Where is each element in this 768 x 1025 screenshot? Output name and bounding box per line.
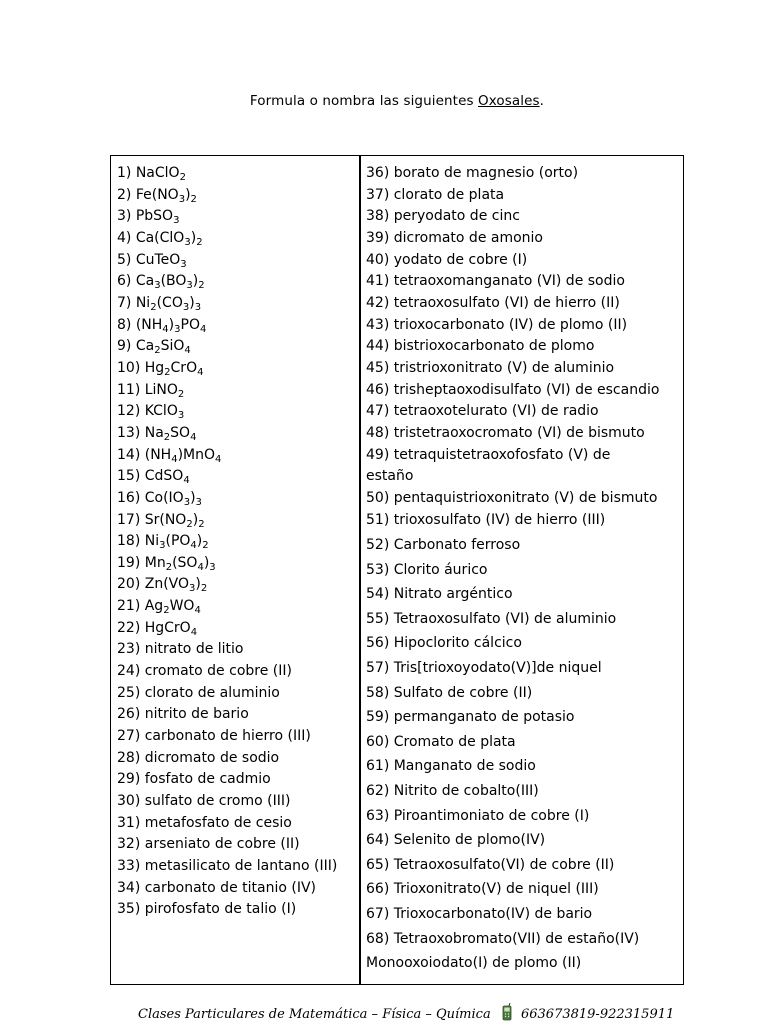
exercise-item [117, 185, 357, 207]
exercise-item: 50) pentaquistrioxonitrato (V) de bismuto [366, 489, 658, 506]
item-number: 3) [117, 208, 136, 225]
exercise-item: 60) Cromato de plata [366, 733, 516, 750]
item-number: 31) [117, 814, 145, 831]
formula-text: ) [196, 533, 203, 550]
formula-text: PO [180, 316, 200, 333]
formula-text: LiNO [144, 381, 178, 398]
exercise-item [117, 423, 357, 445]
formula-text: nitrato de litio [144, 641, 244, 658]
item-number: 16) [117, 489, 145, 506]
formula-text: (SO [172, 554, 198, 571]
item-number: 22) [117, 619, 145, 636]
formula-text: SO [170, 424, 191, 441]
formula-text: KClO [144, 403, 178, 420]
formula-text: WO [169, 598, 195, 615]
exercise-item: 46) trisheptaoxodisulfato (VI) de escandio [366, 381, 660, 398]
item-number: 12) [117, 403, 145, 420]
exercise-item: 66) Trioxonitrato(V) de niquel (III) [366, 881, 599, 898]
formula-text: CuTeO [135, 251, 181, 268]
exercise-item: 64) Selenito de plomo(IV) [366, 832, 546, 849]
exercise-item: 41) tetraoxomanganato (VI) de sodio [366, 273, 625, 290]
formula-text: ) [203, 554, 210, 571]
formula-text: carbonato de titanio (IV) [144, 879, 316, 896]
item-number: 20) [117, 576, 145, 593]
formula-text: Sr(NO [144, 511, 187, 528]
formula-text: )MnO [177, 446, 216, 463]
exercise-item: 51) trioxosulfato (IV) de hierro (III) [366, 511, 606, 528]
left-column [117, 163, 357, 921]
exercise-item [117, 358, 357, 380]
formula-subscript: 4 [183, 475, 190, 487]
exercise-item [117, 856, 357, 878]
exercise-item: 40) yodato de cobre (I) [366, 251, 528, 268]
formula-text: metafosfato de cesio [144, 814, 292, 831]
exercise-item: 43) trioxocarbonato (IV) de plomo (II) [366, 316, 628, 333]
exercise-item [117, 769, 357, 791]
item-number: 24) [117, 663, 145, 680]
formula-subscript: 2 [150, 301, 157, 313]
item-number: 29) [117, 771, 145, 788]
exercise-item: 56) Hipoclorito cálcico [366, 635, 522, 652]
formula-text: (NH [135, 316, 163, 333]
item-number: 33) [117, 858, 145, 874]
item-number: 23) [117, 641, 145, 658]
item-number: 9) [117, 338, 136, 355]
item-number: 21) [117, 598, 145, 615]
footer-text: Clases Particulares de Matemática – Física – Química [138, 1007, 491, 1022]
title-suffix: . [539, 93, 545, 109]
exercise-item: 63) Piroantimoniato de cobre (I) [366, 807, 590, 824]
formula-subscript: 4 [184, 345, 191, 357]
formula-subscript: 2 [198, 280, 205, 292]
exercise-item [117, 661, 357, 683]
exercise-item: 39) dicromato de amonio [366, 229, 543, 246]
formula-subscript: 2 [202, 540, 209, 552]
exercise-item: 37) clorato de plata [366, 186, 505, 203]
exercise-item: 59) permanganato de potasio [366, 709, 575, 726]
formula-text: (CO [156, 294, 183, 311]
exercise-item [117, 163, 357, 185]
item-number: 1) [117, 165, 136, 181]
exercise-item: 58) Sulfato de cobre (II) [366, 684, 533, 701]
formula-text: ) [185, 186, 191, 203]
formula-subscript: 2 [196, 236, 203, 248]
exercise-item [117, 228, 357, 250]
item-number: 35) [117, 901, 145, 918]
formula-subscript: 2 [179, 172, 186, 183]
exercise-item [117, 315, 357, 337]
formula-text: Ni [135, 294, 151, 311]
exercise-item [117, 596, 357, 618]
formula-subscript: 3 [178, 193, 186, 205]
exercise-item: 68) Tetraoxobromato(VII) de estaño(IV) [366, 930, 640, 947]
item-number: 11) [117, 381, 145, 398]
formula-subscript: 2 [163, 431, 171, 443]
exercise-item [117, 813, 357, 835]
formula-text: arseniato de cobre (II) [144, 836, 300, 853]
item-number: 17) [117, 511, 145, 528]
exercise-item [117, 899, 357, 921]
formula-subscript: 2 [163, 605, 170, 617]
right-column-top [366, 163, 682, 531]
formula-subscript: 3 [173, 215, 180, 227]
exercise-item [117, 206, 357, 228]
formula-text: carbonato de hierro (III) [144, 728, 311, 745]
formula-subscript: 4 [162, 323, 169, 335]
formula-text: Ca(ClO [135, 229, 185, 246]
exercise-item [117, 510, 357, 532]
formula-subscript: 3 [182, 301, 190, 313]
formula-text: metasilicato de lantano (III) [144, 858, 338, 874]
exercise-item [117, 271, 357, 293]
item-number: 27) [117, 728, 145, 745]
formula-subscript: 3 [189, 583, 196, 595]
mobile-phone-icon [501, 1003, 513, 1025]
item-number: 19) [117, 554, 145, 571]
exercise-item: 53) Clorito áurico [366, 561, 488, 578]
exercise-item [117, 639, 357, 661]
formula-text: Ca [135, 338, 155, 355]
exercise-item [117, 574, 357, 596]
formula-text: Fe(NO [135, 186, 179, 203]
formula-subscript: 2 [198, 518, 205, 530]
exercise-item: 45) tristrioxonitrato (V) de aluminio [366, 359, 615, 376]
formula-text: CdSO [144, 468, 184, 485]
exercise-item: estaño [366, 468, 414, 485]
exercise-item [117, 704, 357, 726]
formula-text: pirofosfato de talio (I) [144, 901, 297, 918]
exercise-item [117, 878, 357, 900]
formula-subscript: 3 [209, 561, 216, 573]
formula-subscript: 3 [184, 236, 191, 248]
formula-subscript: 3 [159, 540, 166, 552]
exercise-item: 44) bistrioxocarbonato de plomo [366, 338, 595, 355]
exercise-item: 65) Tetraoxosulfato(VI) de cobre (II) [366, 856, 615, 873]
formula-subscript: 2 [190, 193, 197, 205]
formula-subscript: 2 [177, 388, 185, 400]
item-number: 25) [117, 684, 145, 701]
formula-text: (BO [160, 273, 187, 290]
item-number: 30) [117, 793, 145, 810]
exercise-item: 49) tetraquistetraoxofosfato (V) de [366, 446, 611, 463]
exercise-item [117, 380, 357, 402]
exercise-item [117, 401, 357, 423]
item-number: 26) [117, 706, 145, 723]
formula-subscript: 3 [195, 496, 202, 508]
formula-text: (PO [165, 533, 191, 550]
item-number: 18) [117, 533, 145, 550]
formula-subscript: 4 [190, 431, 197, 443]
formula-subscript: 2 [154, 345, 161, 357]
exercise-item: 48) tristetraoxocromato (VI) de bismuto [366, 424, 645, 441]
formula-subscript: 4 [197, 366, 204, 378]
exercise-item [117, 250, 357, 272]
formula-text: ) [190, 229, 197, 246]
item-number: 4) [117, 229, 136, 246]
formula-text: Mn [144, 554, 166, 571]
exercise-item [117, 683, 357, 705]
formula-text: Ca [135, 273, 155, 290]
item-number: 8) [117, 316, 136, 333]
exercise-item: 38) peryodato de cinc [366, 208, 520, 225]
exercise-item: 61) Manganato de sodio [366, 758, 536, 775]
exercise-item: 62) Nitrito de cobalto(III) [366, 782, 539, 799]
formula-text: HgCrO [144, 619, 191, 636]
formula-text: NaClO [135, 165, 180, 181]
footer-phones: 663673819-922315911 [520, 1007, 675, 1022]
formula-text: CrO [170, 359, 198, 376]
column-divider [359, 155, 361, 985]
formula-subscript: 3 [177, 410, 185, 422]
formula-text: Ag [144, 598, 164, 615]
exercise-item: 55) Tetraoxosulfato (VI) de aluminio [366, 610, 617, 627]
formula-text: sulfato de cromo (III) [144, 793, 291, 810]
formula-text: Hg [144, 359, 165, 376]
exercise-item [117, 336, 357, 358]
exercise-item: 52) Carbonato ferroso [366, 537, 521, 553]
exercise-item [117, 488, 357, 510]
formula-text: (NH [144, 446, 172, 463]
title-underlined-word: Oxosales [478, 93, 540, 109]
item-number: 6) [117, 273, 136, 290]
formula-text: PbSO [135, 208, 174, 225]
formula-text: clorato de aluminio [144, 684, 280, 701]
formula-text: ) [192, 511, 199, 528]
exercise-item: 42) tetraoxosulfato (VI) de hierro (II) [366, 294, 620, 311]
formula-text: nitrito de bario [144, 706, 249, 723]
formula-subscript: 2 [186, 518, 193, 530]
formula-text: cromato de cobre (II) [144, 663, 292, 680]
exercise-item [117, 553, 357, 575]
item-number: 2) [117, 186, 136, 203]
item-number: 28) [117, 749, 145, 766]
footer [138, 1003, 698, 1025]
item-number: 7) [117, 294, 136, 311]
formula-text: Co(IO [144, 489, 184, 506]
exercise-item [117, 466, 357, 488]
formula-subscript: 3 [183, 496, 191, 508]
formula-subscript: 2 [164, 366, 171, 378]
item-number: 5) [117, 251, 136, 268]
right-column-bottom [366, 533, 682, 976]
exercise-item: 36) borato de magnesio (orto) [366, 165, 579, 181]
item-number: 32) [117, 836, 145, 853]
title-prefix: Formula o nombra las siguientes [249, 93, 478, 109]
formula-subscript: 3 [174, 323, 181, 335]
formula-text: Zn(VO [144, 576, 190, 593]
formula-text: dicromato de sodio [144, 749, 280, 766]
formula-text: ) [190, 489, 196, 506]
exercise-item: Monooxoiodato(I) de plomo (II) [366, 955, 582, 972]
formula-subscript: 4 [194, 605, 201, 617]
exercise-item [117, 618, 357, 640]
formula-subscript: 3 [186, 280, 193, 292]
exercise-item [117, 791, 357, 813]
formula-subscript: 4 [215, 453, 222, 465]
formula-text: Na [144, 424, 164, 441]
formula-subscript: 3 [154, 280, 161, 292]
exercise-item [117, 726, 357, 748]
formula-subscript: 4 [171, 453, 178, 465]
formula-subscript: 3 [194, 301, 202, 313]
item-number: 14) [117, 446, 145, 463]
exercise-item: 67) Trioxocarbonato(IV) de bario [366, 905, 593, 922]
formula-text: Ni [144, 533, 160, 550]
formula-text: SiO [160, 338, 185, 355]
formula-subscript: 4 [190, 626, 198, 638]
exercise-item [117, 531, 357, 553]
exercise-item: 54) Nitrato argéntico [366, 586, 513, 603]
item-number: 15) [117, 468, 145, 485]
formula-text: fosfato de cadmio [144, 771, 271, 788]
item-number: 13) [117, 424, 145, 441]
page-title [0, 93, 768, 109]
formula-subscript: 3 [180, 258, 187, 270]
formula-subscript: 4 [199, 323, 207, 335]
formula-subscript: 4 [190, 540, 197, 552]
exercise-item [117, 445, 357, 467]
item-number: 34) [117, 879, 145, 896]
formula-text: ) [168, 316, 175, 333]
exercise-item [117, 748, 357, 770]
formula-subscript: 4 [197, 561, 204, 573]
formula-subscript: 2 [200, 583, 208, 595]
item-number: 10) [117, 359, 145, 376]
formula-text: ) [195, 576, 201, 593]
exercise-item [117, 834, 357, 856]
exercise-item [117, 293, 357, 315]
exercise-item: 57) Tris[trioxoyodato(V)]de niquel [366, 659, 602, 676]
exercise-item: 47) tetraoxotelurato (VI) de radio [366, 403, 599, 420]
formula-text: ) [192, 273, 199, 290]
formula-text: ) [189, 294, 195, 311]
formula-subscript: 2 [165, 561, 173, 573]
